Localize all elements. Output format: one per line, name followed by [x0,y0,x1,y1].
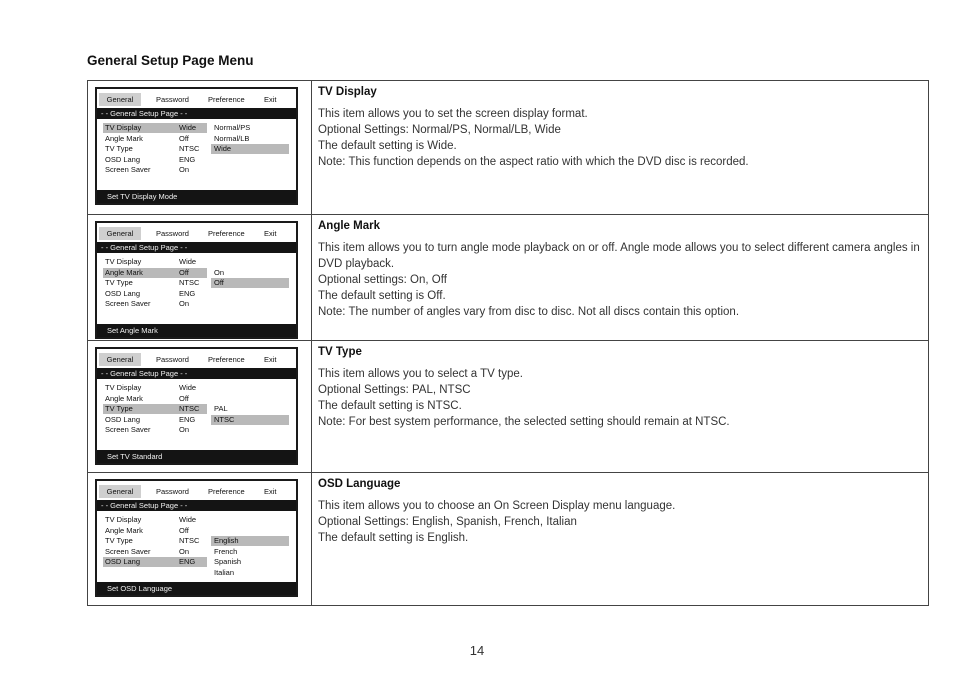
osd-item-value: Wide [179,383,197,392]
osd-menu-screenshot [95,87,298,205]
osd-item-value: On [179,425,190,434]
page-title: General Setup Page Menu [87,53,254,68]
osd-menu-item [103,425,207,435]
settings-row [88,215,929,341]
section-heading: TV Display [318,86,377,98]
description-line: The default setting is Wide. [318,140,457,152]
osd-header: - - General Setup Page - - [97,242,296,253]
osd-item-label: OSD Lang [105,557,141,566]
osd-tab: Exit [264,95,277,104]
description-line: Note: The number of angles vary from disc to disc. Not all discs contain this option. [318,306,740,318]
osd-item-label: Screen Saver [105,299,151,308]
osd-item-value: NTSC [179,536,200,545]
osd-tab: Preference [208,487,245,496]
osd-item-label: TV Display [105,515,142,524]
osd-item-label: Angle Mark [105,525,143,535]
osd-item-label: TV Display [105,383,142,392]
section-heading: TV Type [318,346,362,358]
osd-item-value: ENG [179,557,196,566]
osd-menu-screenshot [95,479,298,597]
osd-item-label: Angle Mark [105,393,143,403]
osd-menu-item [103,557,207,567]
osd-menu-item [103,547,207,557]
description-line: Note: For best system performance, the selected setting should remain at NTSC. [318,416,730,428]
osd-option: NTSC [211,415,289,425]
osd-item-label: Screen Saver [105,546,151,556]
osd-menu-item [103,257,207,267]
description-line: The default setting is Off. [318,290,446,302]
osd-item-label: Angle Mark [105,267,143,277]
osd-menu-item [103,515,207,525]
osd-option: Normal/PS [214,123,251,132]
osd-item-value: Off [179,525,189,535]
osd-item-value: Off [179,267,189,277]
osd-item-label: TV Type [105,278,133,287]
osd-tab: Exit [264,487,277,496]
osd-menu-item [103,134,207,144]
description-line: The default setting is English. [318,532,469,544]
osd-menu-item [103,155,207,165]
osd-item-value: NTSC [179,144,200,153]
osd-menu-item [103,123,207,133]
osd-tab-bar [97,93,296,106]
section-heading: OSD Language [318,478,401,490]
osd-item-value: Wide [179,257,197,266]
osd-item-value: ENG [179,414,196,424]
osd-screenshot-cell [88,215,312,341]
osd-item-label: TV Type [105,404,133,413]
osd-item-label: OSD Lang [105,154,141,164]
osd-menu-item [103,268,207,278]
osd-item-value: ENG [179,154,196,164]
osd-tab-bar [97,485,296,498]
osd-tab: Exit [264,355,277,364]
description-line: Optional Settings: English, Spanish, French, Italian [318,516,577,528]
osd-option: English [211,536,289,546]
osd-menu-item [103,289,207,299]
osd-item-label: Screen Saver [105,425,151,434]
osd-menu-item [103,404,207,414]
description-line: The default setting is NTSC. [318,400,462,412]
osd-item-value: Off [179,133,189,143]
osd-tab-bar [97,227,296,240]
osd-menu-item [103,144,207,154]
osd-item-label: OSD Lang [105,414,141,424]
osd-option: Wide [211,144,289,154]
osd-tab: Preference [208,355,245,364]
settings-row [88,341,929,473]
description-cell [312,81,929,215]
osd-item-value: Wide [179,515,197,524]
osd-option: Off [211,278,289,288]
osd-item-value: On [179,165,190,174]
description-line: This item allows you to set the screen display format. [318,108,588,120]
description-cell [312,215,929,341]
osd-menu-item [103,165,207,175]
osd-option: Italian [214,567,235,577]
osd-screenshot-cell [88,473,312,606]
osd-tab: General [99,93,141,106]
osd-option: Spanish [214,557,242,566]
page-number: 14 [469,643,485,658]
osd-tab: Exit [264,229,277,238]
osd-item-value: On [179,299,190,308]
description-line: Note: This function depends on the aspect ratio with which the DVD disc is recorded. [318,156,749,168]
osd-tab: Password [156,487,189,496]
osd-header: - - General Setup Page - - [97,108,296,119]
osd-menu-item [103,394,207,404]
osd-tab: Password [156,95,189,104]
osd-item-value: NTSC [179,278,200,287]
osd-item-label: Screen Saver [105,165,151,174]
osd-menu-screenshot [95,221,298,339]
osd-option: On [214,267,225,277]
osd-menu-item [103,299,207,309]
osd-item-value: On [179,546,190,556]
osd-item-label: TV Display [105,123,142,132]
description-line: Optional Settings: PAL, NTSC [318,384,471,396]
osd-item-value: NTSC [179,404,200,413]
description-line: This item allows you to choose an On Screen Display menu language. [318,500,676,512]
osd-menu-item [103,536,207,546]
osd-item-label: TV Display [105,257,142,266]
description-line: Optional settings: On, Off [318,274,447,286]
osd-tab: General [99,485,141,498]
osd-header: - - General Setup Page - - [97,500,296,511]
settings-row [88,81,929,215]
osd-footer: Set OSD Language [97,582,296,595]
osd-header: - - General Setup Page - - [97,368,296,379]
osd-menu-item [103,415,207,425]
description-cell [312,341,929,473]
description-line: Optional Settings: Normal/PS, Normal/LB, Wide [318,124,561,136]
settings-table [87,80,929,606]
osd-option: PAL [214,404,228,413]
osd-screenshot-cell [88,341,312,473]
osd-menu-item [103,383,207,393]
section-heading: Angle Mark [318,220,380,232]
osd-menu-item [103,278,207,288]
settings-row [88,473,929,606]
osd-item-label: TV Type [105,536,133,545]
osd-item-label: OSD Lang [105,288,141,298]
osd-footer: Set TV Standard [97,450,296,463]
description-cell [312,473,929,606]
osd-footer: Set Angle Mark [97,324,296,337]
osd-item-value: Off [179,393,189,403]
osd-tab: General [99,227,141,240]
osd-tab: Preference [208,229,245,238]
description-line: This item allows you to turn angle mode playback on or off. Angle mode allows you to select different camera angles in DVD playback. [318,242,920,270]
description-line: This item allows you to select a TV type. [318,368,523,380]
osd-menu-screenshot [95,347,298,465]
osd-tab: General [99,353,141,366]
osd-tab: Password [156,355,189,364]
osd-tab: Password [156,229,189,238]
osd-screenshot-cell [88,81,312,215]
osd-item-value: Wide [179,123,197,132]
osd-menu-item [103,526,207,536]
osd-option: French [214,546,238,556]
osd-footer: Set TV Display Mode [97,190,296,203]
osd-item-label: Angle Mark [105,133,143,143]
osd-item-value: ENG [179,288,196,298]
osd-tab-bar [97,353,296,366]
osd-option: Normal/LB [214,133,250,143]
osd-tab: Preference [208,95,245,104]
osd-item-label: TV Type [105,144,133,153]
